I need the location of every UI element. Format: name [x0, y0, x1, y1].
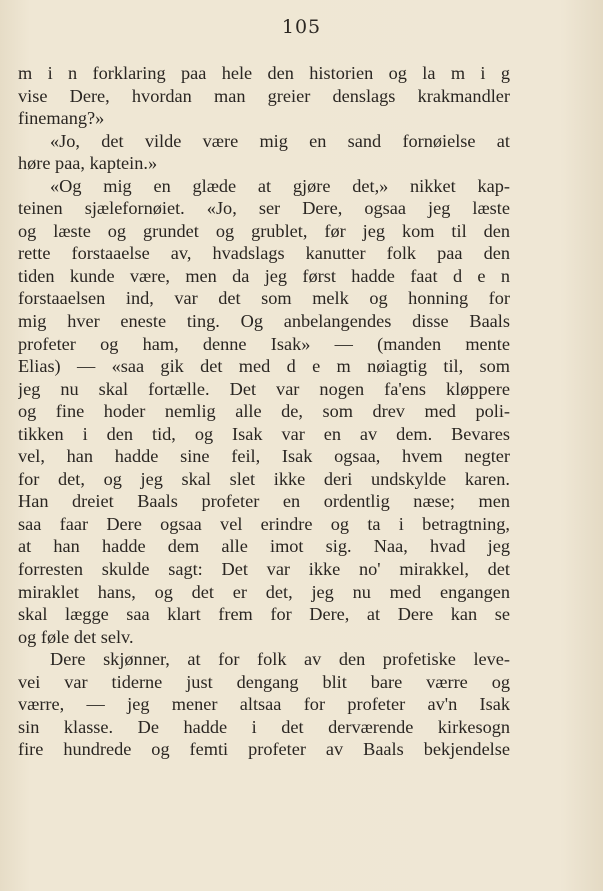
text-line: fire hundrede og femti profeter av Baals bekjendelse	[18, 739, 510, 760]
text-line: «Og mig en glæde at gjøre det,» nikket kap-	[50, 175, 510, 196]
text-line: sin klasse. De hadde i det derværende kirkesogn	[18, 716, 510, 737]
text-line: værre, — jeg mener altsaa for profeter av'n Isak	[18, 694, 510, 715]
text-line: Elias) — «saa gik det med d e m nøiagtig til, som	[18, 356, 510, 377]
text-line: m i n forklaring paa hele den historien og la m i g	[18, 63, 510, 83]
text-line: tiden kunde være, men da jeg først hadde faat d e n	[18, 265, 510, 286]
text-line: vei var tiderne just dengang blit bare værre og	[18, 671, 510, 692]
text-line: og føle det selv.	[18, 626, 134, 647]
text-line: mig hver eneste ting. Og anbelangendes disse Baals	[18, 311, 510, 332]
text-line: og læste og grundet og grublet, før jeg kom til den	[18, 220, 510, 241]
text-line: saa faar Dere ogsaa vel erindre og ta i betragtning,	[18, 513, 510, 534]
text-line: tikken i den tid, og Isak var en av dem. Bevares	[18, 423, 510, 444]
body-text	[18, 62, 510, 761]
text-line: vise Dere, hvordan man greier denslags krakmandler	[18, 85, 510, 106]
text-line: forstaaelsen ind, var det som melk og honning for	[18, 288, 510, 309]
text-line: profeter og ham, denne Isak» — (manden mente	[18, 333, 510, 354]
text-line: Dere skjønner, at for folk av den profetiske leve-	[50, 649, 510, 670]
text-line: og fine hoder nemlig alle de, som drev med poli-	[18, 401, 510, 422]
text-line: teinen sjælefornøiet. «Jo, ser Dere, ogsaa jeg læste	[18, 198, 510, 219]
text-line: rette forstaaelse av, hvadslags kanutter folk paa den	[18, 243, 510, 264]
text-line: for det, og jeg skal slet ikke deri undskylde karen.	[18, 468, 510, 489]
text-line: at han hadde dem alle imot sig. Naa, hvad jeg	[18, 536, 510, 557]
text-line: finemang?»	[18, 108, 105, 129]
text-line: jeg nu skal fortælle. Det var nogen fa'ens kløppere	[18, 378, 510, 399]
text-line: Han dreiet Baals profeter en ordentlig næse; men	[18, 491, 510, 512]
text-line: miraklet hans, og det er det, jeg nu med engangen	[18, 581, 510, 602]
text-line: vel, han hadde sine feil, Isak ogsaa, hvem negter	[18, 446, 510, 467]
text-line: forresten skulde sagt: Det var ikke no' mirakkel, det	[18, 559, 510, 580]
text-line: høre paa, kaptein.»	[18, 153, 158, 174]
page-number: 105	[281, 16, 322, 38]
text-line: skal lægge saa klart frem for Dere, at Dere kan se	[18, 604, 510, 625]
text-line: «Jo, det vilde være mig en sand fornøielse at	[50, 130, 510, 151]
